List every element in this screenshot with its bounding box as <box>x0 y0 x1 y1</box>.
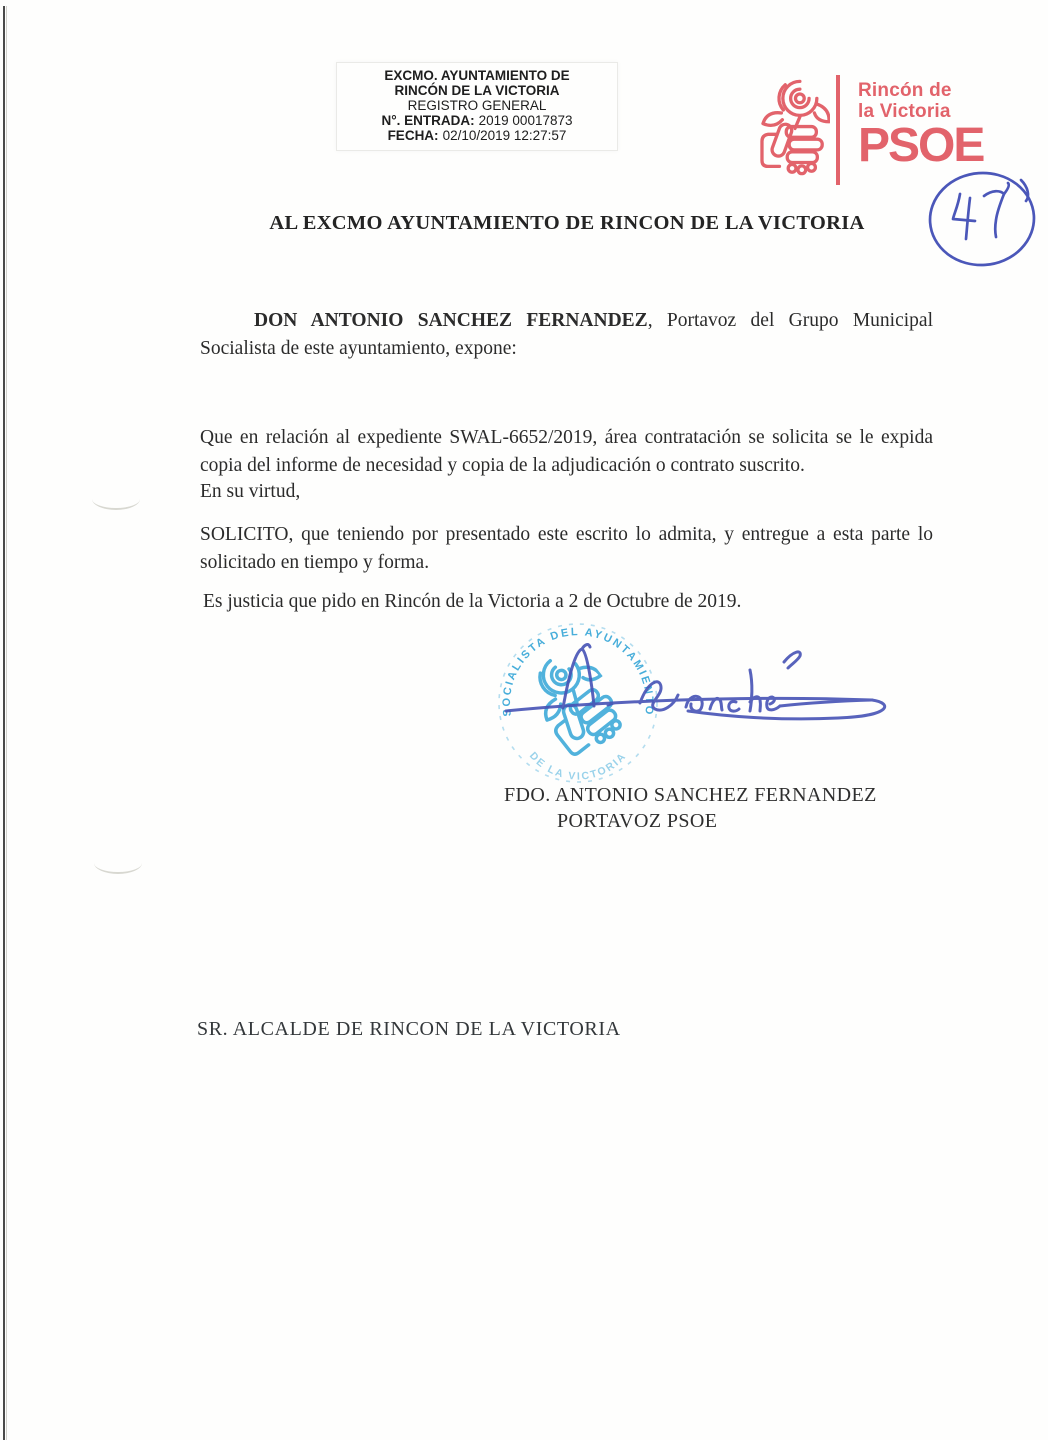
psoe-party-name: PSOE <box>858 119 984 172</box>
psoe-municipality-line2: la Victoria <box>858 101 951 122</box>
registry-date-line <box>337 128 617 143</box>
registry-entry-label: N°. ENTRADA: <box>381 113 475 128</box>
psoe-fist-and-rose-icon <box>760 78 830 179</box>
intro-paragraph <box>200 307 933 362</box>
scan-edge-line <box>3 6 5 1440</box>
hole-punch-mark <box>94 852 142 874</box>
closing-date-line: Es justicia que pido en Rincón de la Victoria a 2 de Octubre de 2019. <box>203 591 742 612</box>
registry-date-value: 02/10/2019 12:27:57 <box>442 128 567 143</box>
registry-entry-value: 2019 00017873 <box>478 113 573 128</box>
intro-sender-name: DON ANTONIO SANCHEZ FERNANDEZ <box>254 310 648 331</box>
request-paragraph: Que en relación al expediente SWAL-6652/2019, área contratación se solicita se le expida copia del informe de necesidad y copia de la adjudicación o contrato suscrito. <box>200 427 933 476</box>
registry-entry-stamp <box>336 62 618 151</box>
psoe-municipality-line1: Rincón de <box>858 80 952 101</box>
registry-date-label: FECHA: <box>387 128 439 143</box>
signed-by-line: FDO. ANTONIO SANCHEZ FERNANDEZ <box>504 784 877 806</box>
hole-punch-mark <box>92 488 140 510</box>
scan-edge-line-light <box>6 6 7 1440</box>
intro-rest: , Portavoz del Grupo Municipal Socialista de este ayuntamiento, expone: <box>200 310 933 359</box>
solicito-paragraph: SOLICITO, que teniendo por presentado este escrito lo admita, y entregue a esta parte lo solicitado en tiempo y forma. <box>200 524 933 573</box>
registry-office: REGISTRO GENERAL <box>407 98 547 113</box>
registry-entry-line <box>337 113 617 128</box>
stamp-arc-top-text: SOCIALISTA DEL AYUNTAMIENTO <box>500 626 656 718</box>
psoe-logo-divider <box>836 75 840 185</box>
addressee-line: SR. ALCALDE DE RINCON DE LA VICTORIA <box>197 1018 621 1040</box>
registry-org-line1: EXCMO. AYUNTAMIENTO DE <box>384 68 570 83</box>
letter-title: AL EXCMO AYUNTAMIENTO DE RINCON DE LA VICTORIA <box>269 212 865 234</box>
handwritten-circled-number <box>918 160 1046 280</box>
request-closing-line: En su virtud, <box>200 481 301 502</box>
handwritten-signature <box>488 610 900 775</box>
registry-org-line2: RINCÓN DE LA VICTORIA <box>394 83 560 98</box>
signer-role-line: PORTAVOZ PSOE <box>557 810 718 832</box>
stamp-arc-bottom-text: DE LA VICTORIA <box>526 749 630 783</box>
psoe-wordmark-block <box>858 80 984 172</box>
